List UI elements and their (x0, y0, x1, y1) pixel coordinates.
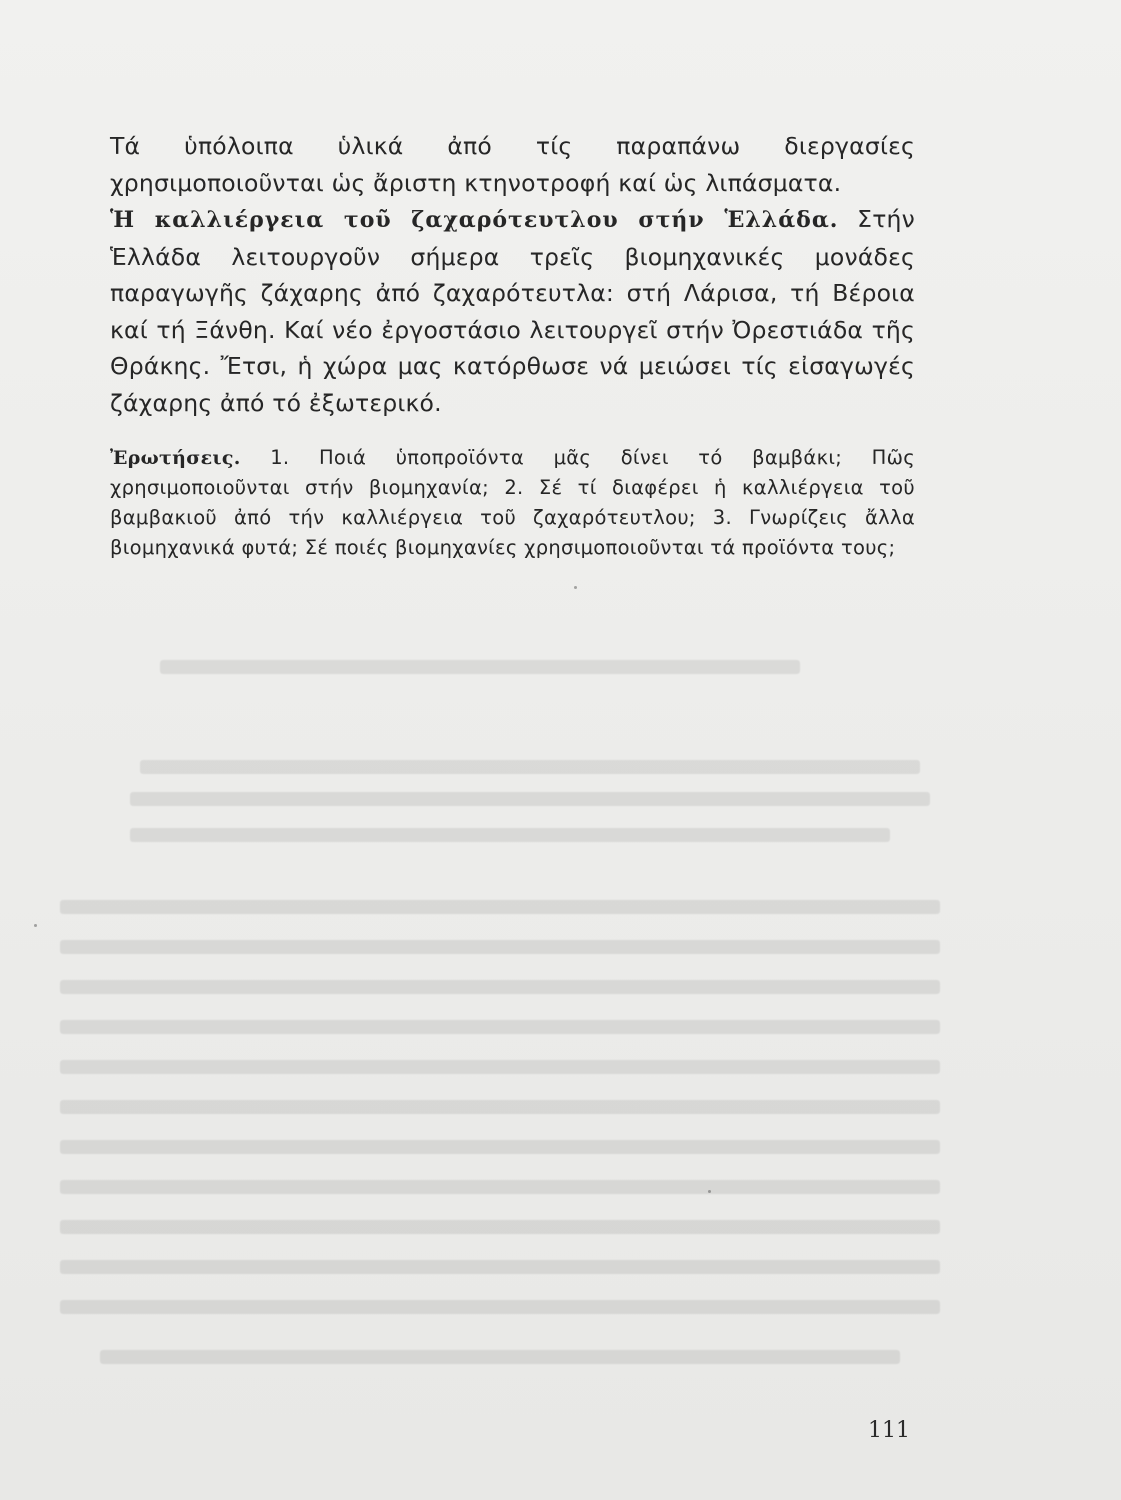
paragraph-sugar-beet-greece (110, 201, 915, 421)
sugar-beet-text: Στήν Ἑλλάδα λειτουργοῦν σήμερα τρεῖς βιομηχανικές μονάδες παραγωγῆς ζάχαρης ἀπό ζαχαρότευτλα: στή Λάρισα, τή Βέροια καί τή Ξάνθη. Καί νέο ἐργοστάσιο λειτουργεῖ στήν Ὀρεστιάδα τῆς Θράκης. Ἔτσι, ἡ χώρα μας κατόρθωσε νά μειώσει τίς εἰσαγωγές ζάχαρης ἀπό τό ἐξωτερικό. (110, 205, 915, 417)
byproducts-text: Τά ὑπόλοιπα ὑλικά ἀπό τίς παραπάνω διεργασίες χρησιμοποιοῦνται ὡς ἄριστη κτηνοτροφή καί ὡς λιπάσματα. (110, 132, 915, 197)
paragraph-byproducts (110, 128, 915, 201)
page-body (110, 128, 915, 583)
scan-speck (708, 1190, 711, 1193)
reverse-side-show-through (60, 660, 1060, 1420)
page-number: 111 (868, 1418, 910, 1443)
questions-block (110, 443, 915, 563)
scan-speck (34, 924, 37, 927)
section-heading: Ἡ καλλιέργεια τοῦ ζαχαρότευτλου στήν Ἑλλάδα. (110, 207, 839, 233)
questions-label: Ἐρωτήσεις. (110, 447, 241, 469)
questions-text: 1. Ποιά ὑποπροϊόντα μᾶς δίνει τό βαμβάκι; Πῶς χρησιμοποιοῦνται στήν βιομηχανία; 2. Σέ τί διαφέρει ἡ καλλιέργεια τοῦ βαμβακιοῦ ἀπό τήν καλλιέργεια τοῦ ζαχαρότευτλου; 3. Γνωρίζεις ἄλλα βιομηχανικά φυτά; Σέ ποιές βιομηχανίες χρησιμοποιοῦνται τά προϊόντα τους; (110, 446, 915, 559)
scan-speck (574, 586, 577, 589)
